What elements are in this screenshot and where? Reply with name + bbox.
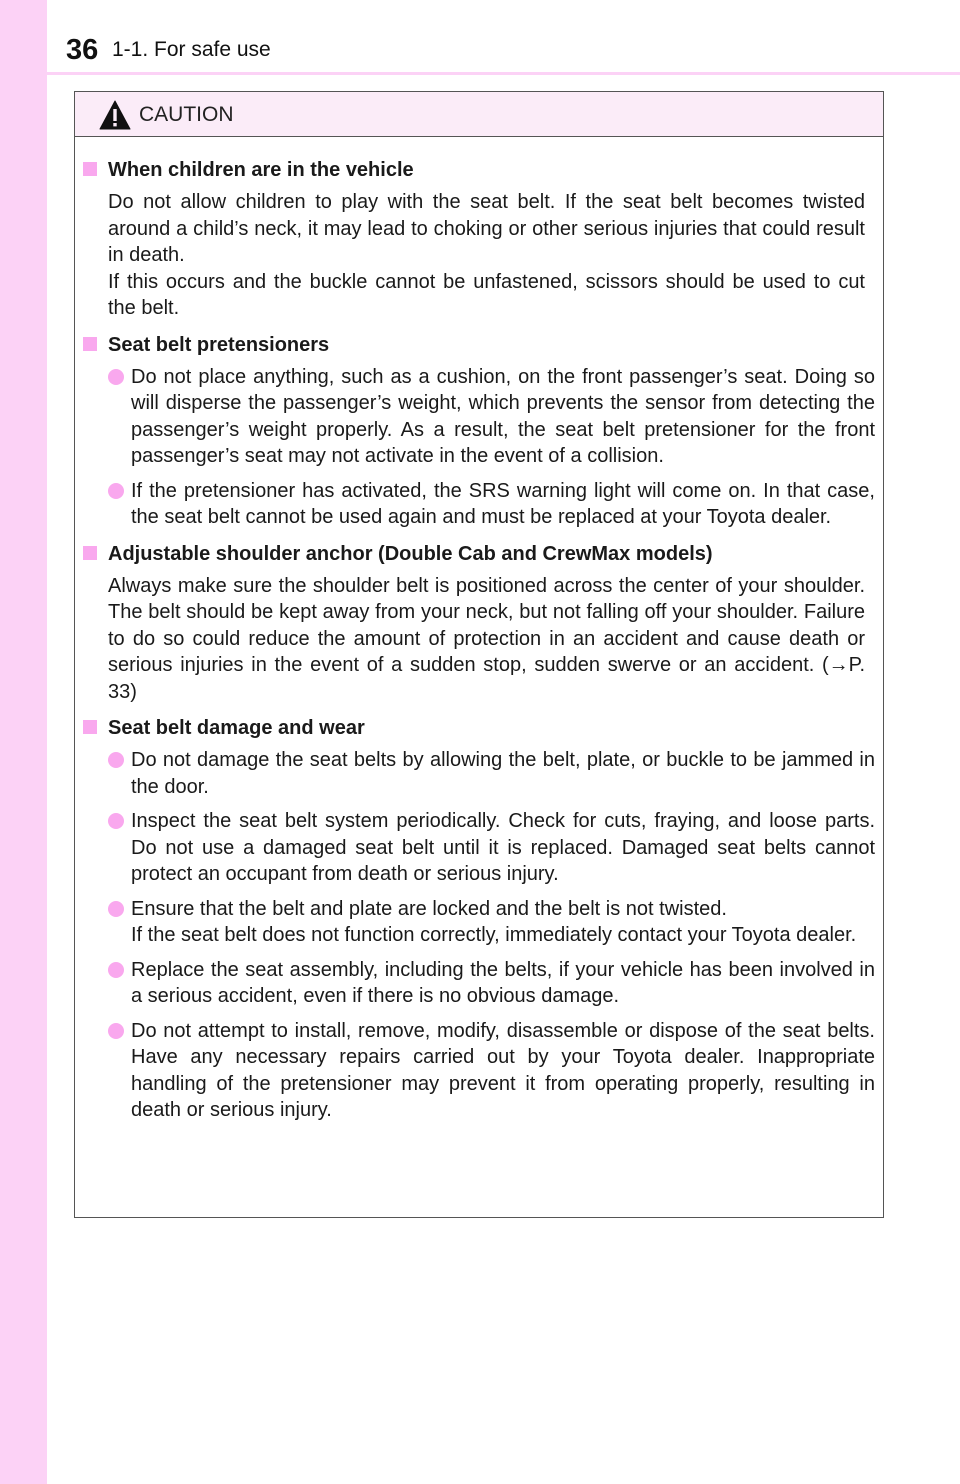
square-bullet-icon — [83, 720, 97, 734]
left-margin-band — [0, 0, 47, 1484]
caution-label: CAUTION — [139, 103, 234, 126]
warning-triangle-icon — [99, 100, 131, 130]
section-heading-pretensioners: Seat belt pretensioners — [83, 332, 875, 358]
section-heading-shoulder-anchor: Adjustable shoulder anchor (Double Cab and CrewMax models) — [83, 541, 875, 567]
square-bullet-icon — [83, 162, 97, 176]
bullet-item: Replace the seat assembly, including the belts, if your vehicle has been involved in a serious accident, even if there is no obvious damage. — [83, 957, 875, 1010]
circle-bullet-icon — [108, 483, 124, 499]
section-title: 1-1. For safe use — [112, 38, 271, 61]
bullet-item: Do not damage the seat belts by allowing the belt, plate, or buckle to be jammed in the door. — [83, 747, 875, 800]
circle-bullet-icon — [108, 901, 124, 917]
circle-bullet-icon — [108, 369, 124, 385]
caution-header — [75, 92, 883, 137]
bullet-item: Ensure that the belt and plate are locked and the belt is not twisted. If the seat belt does not function correctly, immediately contact your Toyota dealer. — [83, 896, 875, 949]
paragraph: If this occurs and the buckle cannot be unfastened, scissors should be used to cut the belt. — [108, 270, 865, 319]
circle-bullet-icon — [108, 752, 124, 768]
header-rule — [47, 72, 960, 75]
page-number: 36 — [66, 34, 99, 66]
square-bullet-icon — [83, 546, 97, 560]
section-heading-damage-wear: Seat belt damage and wear — [83, 715, 875, 741]
square-bullet-icon — [83, 337, 97, 351]
section-heading-children: When children are in the vehicle — [83, 157, 875, 183]
bullet-item: Inspect the seat belt system periodically. Check for cuts, fraying, and loose parts. Do not use a damaged seat belt until it is replaced. Damaged seat belts cannot protect an occupant from death or serious injury. — [83, 808, 875, 888]
caution-box — [74, 91, 884, 1218]
circle-bullet-icon — [108, 813, 124, 829]
circle-bullet-icon — [108, 1023, 124, 1039]
caution-body — [75, 137, 883, 1124]
bullet-item: Do not place anything, such as a cushion, on the front passenger’s seat. Doing so will disperse the passenger’s weight, which prevents the sensor from detecting the passenger’s weight properly. As a result, the seat belt pretensioner for the front passenger’s seat may not activate in the event of a collision. — [83, 364, 875, 470]
bullet-item: If the pretensioner has activated, the SRS warning light will come on. In that case, the seat belt cannot be used again and must be replaced at your Toyota dealer. — [83, 478, 875, 531]
paragraph: Always make sure the shoulder belt is positioned across the center of your shoulder. The belt should be kept away from your neck, but not falling off your shoulder. Failure to do so could reduce the amount of protection in an accident and cause death or serious injuries in the event of a sudden stop, sudden swerve or an accident. (→P. 33) — [108, 574, 865, 703]
paragraph: Do not allow children to play with the seat belt. If the seat belt becomes twisted around a child’s neck, it may lead to choking or other serious injuries that could result in death. — [108, 191, 865, 266]
bullet-item: Do not attempt to install, remove, modify, disassemble or dispose of the seat belts. Have any necessary repairs carried out by your Toyota dealer. Inappropriate handling of the pretensioner may prevent it from operating properly, resulting in death or serious injury. — [83, 1018, 875, 1124]
circle-bullet-icon — [108, 962, 124, 978]
